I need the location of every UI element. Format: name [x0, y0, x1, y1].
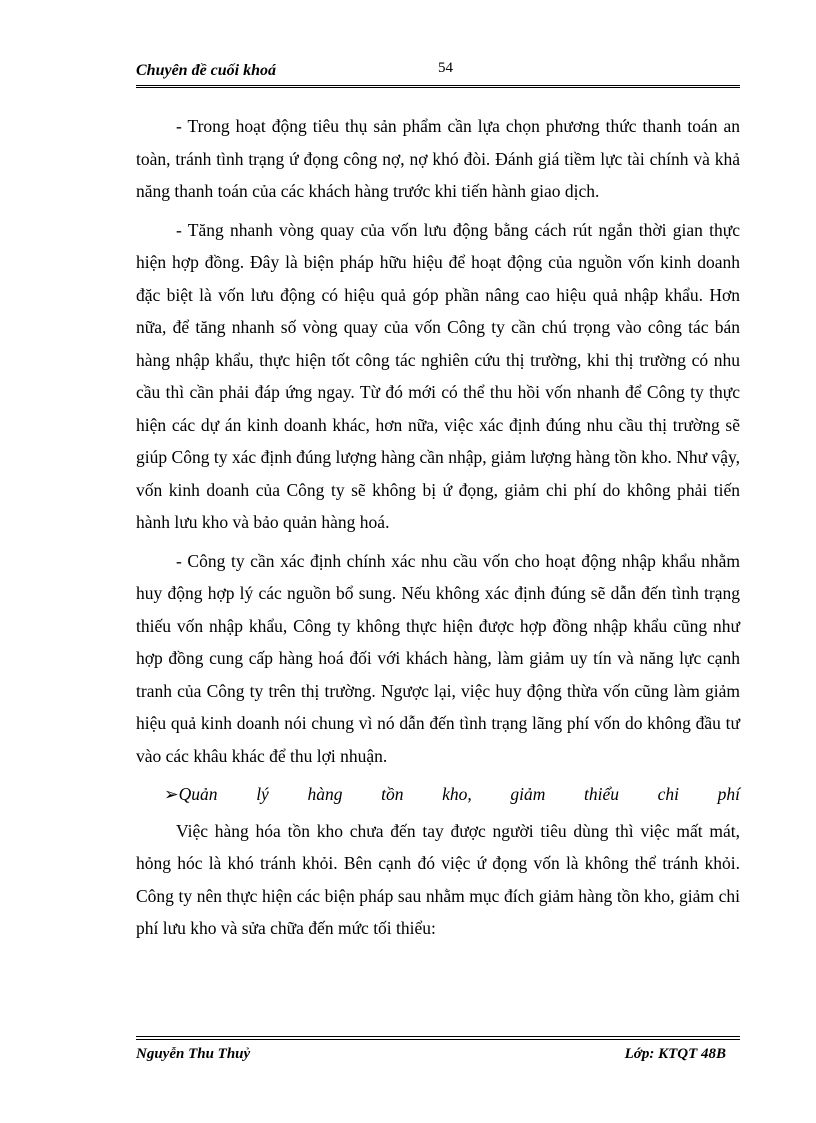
- document-body: [136, 110, 740, 951]
- section-heading: [136, 778, 740, 811]
- footer-divider: [136, 1036, 740, 1040]
- page-footer: [136, 1036, 740, 1066]
- footer-class: Lớp: KTQT 48B: [624, 1046, 726, 1062]
- footer-author: Nguyễn Thu Thuỷ: [136, 1046, 251, 1062]
- arrow-bullet-icon: ➢: [164, 784, 179, 804]
- page-header: [136, 58, 740, 88]
- paragraph-capital-needs: - Công ty cần xác định chính xác nhu cầu vốn cho hoạt động nhập khẩu nhằm huy động hợp lý các nguồn bổ sung. Nếu không xác định đúng sẽ dẫn đến tình trạng thiếu vốn nhập khẩu, Công ty không thực hiện được hợp đồng nhập khẩu cũng như hợp đồng cung cấp hàng hoá đối với khách hàng, làm giảm uy tín và năng lực cạnh tranh của Công ty trên thị trường. Ngược lại, việc huy động thừa vốn cũng làm giảm hiệu quả kinh doanh nói chung vì nó dẫn đến tình trạng lãng phí vốn do không đầu tư vào các khâu khác để thu lợi nhuận.: [136, 550, 740, 766]
- header-divider: [136, 85, 740, 88]
- paragraph-capital-turnover: - Tăng nhanh vòng quay của vốn lưu động bằng cách rút ngắn thời gian thực hiện hợp đồng. Đây là biện pháp hữu hiệu để hoạt động của nguồn vốn kinh doanh đặc biệt là vốn lưu động có hiệu quả góp phần nâng cao hiệu quả nhập khẩu. Hơn nữa, để tăng nhanh số vòng quay của vốn Công ty cần chú trọng vào công tác bán hàng nhập khẩu, thực hiện tốt công tác nghiên cứu thị trường, khi thị trường có nhu cầu thì cần phải đáp ứng ngay. Từ đó mới có thể thu hồi vốn nhanh để Công ty thực hiện các dự án kinh doanh khác, hơn nữa, việc xác định đúng nhu cầu thị trường sẽ giúp Công ty xác định đúng lượng hàng cần nhập, giảm lượng hàng tồn kho. Như vậy, vốn kinh doanh của Công ty sẽ không bị ứ đọng, giảm chi phí do không phải tiến hành lưu kho và bảo quản hàng hoá.: [136, 219, 740, 532]
- section-heading-text: Quản lý hàng tồn kho, giảm thiểu chi phí: [178, 784, 740, 804]
- header-title: Chuyên đề cuối khoá: [136, 62, 277, 79]
- paragraph-payment: - Trong hoạt động tiêu thụ sản phẩm cần lựa chọn phương thức thanh toán an toàn, tránh tình trạng ứ đọng công nợ, nợ khó đòi. Đánh giá tiềm lực tài chính và khả năng thanh toán của các khách hàng trước khi tiến hành giao dịch.: [136, 116, 740, 201]
- paragraph-inventory: Việc hàng hóa tồn kho chưa đến tay được người tiêu dùng thì việc mất mát, hỏng hóc là khó tránh khỏi. Bên cạnh đó việc ứ đọng vốn là không thể tránh khỏi. Công ty nên thực hiện các biện pháp sau nhằm mục đích giảm hàng tồn kho, giảm chi phí lưu kho và sửa chữa đến mức tối thiểu:: [136, 820, 740, 938]
- page-number: 54: [438, 60, 453, 76]
